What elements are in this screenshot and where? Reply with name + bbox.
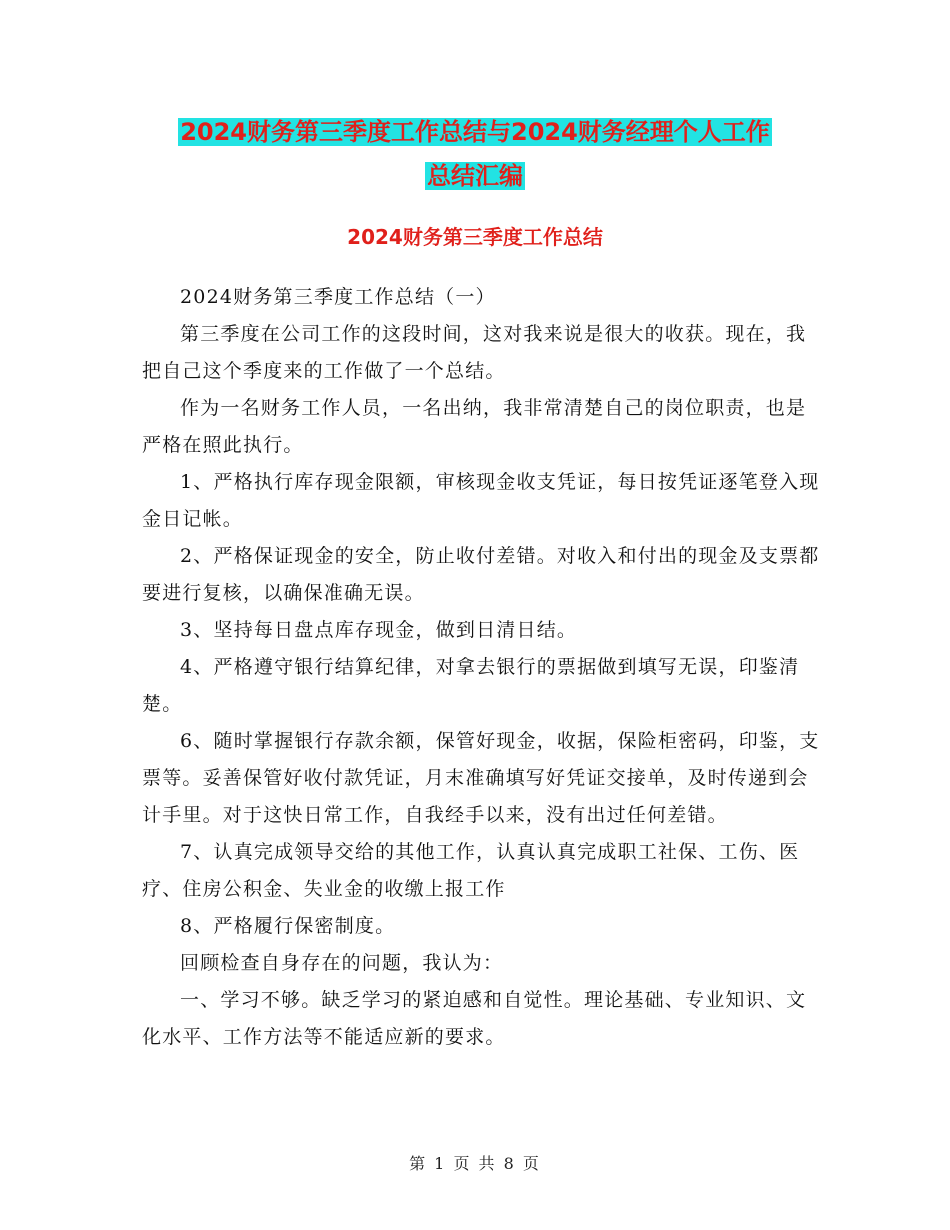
- paragraph: 7、认真完成领导交给的其他工作，认真认真完成职工社保、工伤、医疗、住房公积金、失业金的收缴上报工作: [142, 841, 800, 900]
- paragraph: 6、随时掌握银行存款余额，保管好现金，收据，保险柜密码，印鉴，支票等。妥善保管好收付款凭证，月末准确填写好凭证交接单，及时传递到会计手里。对于这快日常工作，自我经手以来，没有出过任何差错。: [142, 730, 820, 826]
- paragraph: 4、严格遵守银行结算纪律，对拿去银行的票据做到填写无误，印鉴清楚。: [142, 656, 800, 715]
- paragraph: 3、坚持每日盘点库存现金，做到日清日结。: [180, 619, 578, 641]
- paragraph: 1、严格执行库存现金限额，审核现金收支凭证，每日按凭证逐笔登入现金日记帐。: [142, 471, 820, 530]
- paragraph: 2、严格保证现金的安全，防止收付差错。对收入和付出的现金及支票都要进行复核，以确保准确无误。: [142, 545, 820, 604]
- paragraph: 一、学习不够。缺乏学习的紧迫感和自觉性。理论基础、专业知识、文化水平、工作方法等不能适应新的要求。: [142, 989, 807, 1048]
- document-title-line-1: 2024财务第三季度工作总结与2024财务经理个人工作: [180, 118, 770, 146]
- document-body: [142, 279, 822, 1056]
- paragraph: 作为一名财务工作人员，一名出纳，我非常清楚自己的岗位职责，也是严格在照此执行。: [142, 397, 807, 456]
- paragraph: 第三季度在公司工作的这段时间，这对我来说是很大的收获。现在，我把自己这个季度来的工作做了一个总结。: [142, 323, 807, 382]
- paragraph: 2024财务第三季度工作总结（一）: [180, 286, 496, 308]
- document-title-line-2: 总结汇编: [427, 162, 523, 190]
- paragraph: 回顾检查自身存在的问题，我认为：: [180, 952, 504, 974]
- page-footer: 第 1 页 共 8 页: [409, 1154, 541, 1173]
- section-title: 2024财务第三季度工作总结: [347, 225, 603, 249]
- document-title: [0, 110, 950, 198]
- paragraph: 8、严格履行保密制度。: [180, 915, 396, 937]
